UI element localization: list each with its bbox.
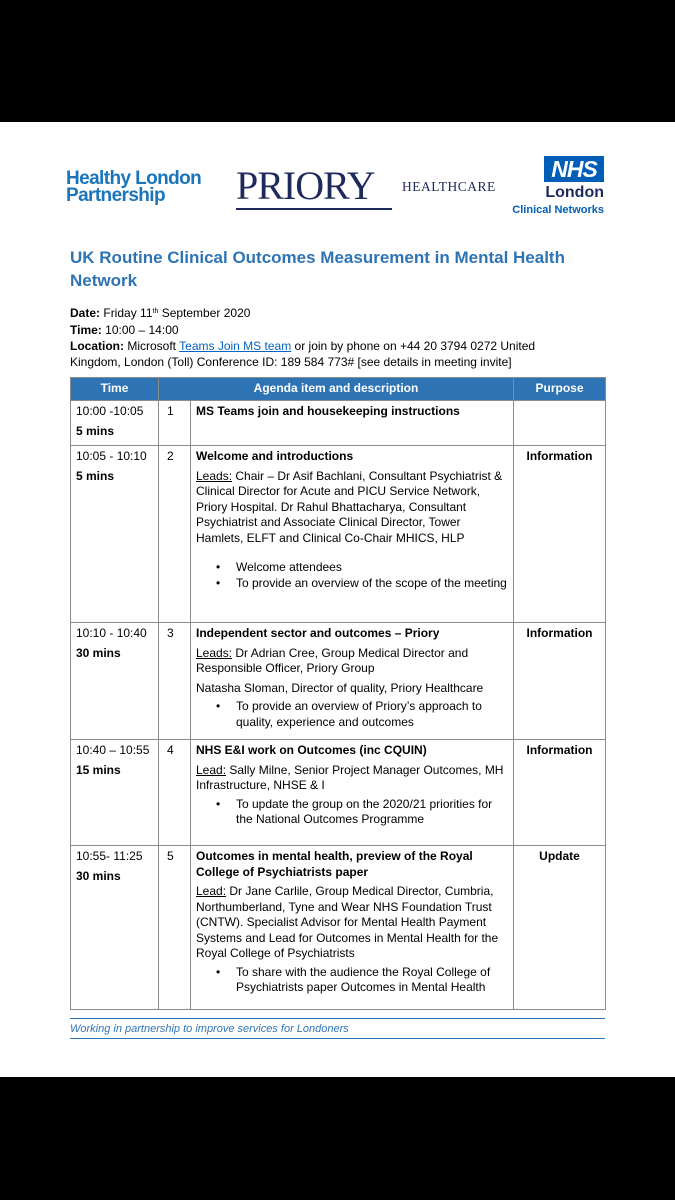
row-description bbox=[191, 446, 514, 623]
date-day: Friday 11 bbox=[103, 306, 153, 320]
lead-label: Lead: bbox=[196, 762, 227, 777]
row-duration: 30 mins bbox=[76, 645, 121, 660]
row-number: 2 bbox=[159, 446, 191, 623]
meeting-time bbox=[70, 322, 179, 338]
row-number: 1 bbox=[159, 401, 191, 446]
row-time-cell bbox=[71, 846, 159, 1010]
lead-label: Leads: bbox=[196, 468, 233, 483]
row-bullets bbox=[196, 699, 508, 730]
row-title: Welcome and introductions bbox=[196, 449, 354, 463]
row-lead bbox=[196, 763, 508, 794]
agenda-row bbox=[71, 401, 606, 446]
agenda-row bbox=[71, 740, 606, 846]
row-time: 10:05 - 10:10 bbox=[76, 449, 147, 463]
lead-text: Chair – Dr Asif Bachlani, Consultant Psychiatrist & Clinical Director for Acute and PICU Service Network, Priory Hospital. Dr Rahul Bhattacharya, Consultant Psychiatrist and Associate Clinical Director, Tower Hamlets, ELFT and Clinical Co-Chair MHICS, HLP bbox=[196, 468, 503, 545]
row-description bbox=[191, 401, 514, 446]
agenda-row bbox=[71, 846, 606, 1010]
bullet-item: • To share with the audience the Royal College of Psychiatrists paper Outcomes in Mental Health bbox=[236, 965, 508, 996]
bullet-item: • To update the group on the 2020/21 priorities for the National Outcomes Programme bbox=[236, 797, 508, 828]
row-title: Independent sector and outcomes – Priory bbox=[196, 626, 440, 640]
row-title: Outcomes in mental health, preview of the Royal College of Psychiatrists paper bbox=[196, 849, 473, 879]
row-time: 10:10 - 10:40 bbox=[76, 626, 147, 640]
priory-logo-underline bbox=[236, 208, 392, 210]
date-month-year: September 2020 bbox=[161, 306, 251, 320]
location-prefix: Microsoft bbox=[127, 339, 177, 353]
row-purpose bbox=[514, 401, 606, 446]
agenda-table bbox=[70, 377, 606, 1010]
header-agenda-item: Agenda item and description bbox=[159, 378, 514, 401]
bullet-item: • Welcome attendees bbox=[236, 560, 508, 576]
bullet-item: • To provide an overview of the scope of the meeting bbox=[236, 576, 508, 592]
row-number: 5 bbox=[159, 846, 191, 1010]
healthy-london-partnership-logo bbox=[66, 170, 201, 204]
priory-logo: PRIORY bbox=[236, 163, 375, 208]
row-title: NHS E&I work on Outcomes (inc CQUIN) bbox=[196, 743, 427, 757]
row-time-cell bbox=[71, 623, 159, 740]
hlp-logo-line2: Partnership bbox=[66, 185, 165, 206]
lead-label: Lead: bbox=[196, 884, 227, 898]
agenda-header-row bbox=[71, 378, 606, 401]
row-purpose: Update bbox=[514, 846, 606, 1010]
document-page bbox=[0, 122, 675, 1077]
footer-divider-bottom bbox=[70, 1038, 605, 1039]
date-label: Date: bbox=[70, 306, 101, 320]
meeting-location-line2: Kingdom, London (Toll) Conference ID: 189 584 773# [see details in meeting invite] bbox=[70, 355, 512, 369]
document-title: UK Routine Clinical Outcomes Measurement in Mental Health Network bbox=[70, 248, 565, 290]
row-number: 4 bbox=[159, 740, 191, 846]
hlp-logo-line1: Healthy London bbox=[66, 168, 202, 189]
row-time: 10:40 – 10:55 bbox=[76, 743, 150, 757]
lead-label: Leads: bbox=[196, 645, 233, 660]
row-time: 10:00 -10:05 bbox=[76, 404, 144, 418]
teams-join-link[interactable]: Teams Join MS team bbox=[179, 339, 292, 353]
row-bullets bbox=[196, 797, 508, 828]
row-lead-extra: Natasha Sloman, Director of quality, Priory Healthcare bbox=[196, 680, 484, 695]
lead-text: Dr Jane Carlile, Group Medical Director, Cumbria, Northumberland, Tyne and Wear NHS Foundation Trust (CNTW). Specialist Advisor for Mental Health Payment Systems and Lead for Outcomes in Mental Health for the Royal College of Psychiatrists bbox=[196, 884, 499, 960]
row-purpose: Information bbox=[514, 740, 606, 846]
meeting-location bbox=[70, 338, 535, 354]
nhs-london-text: London bbox=[545, 184, 604, 201]
row-duration: 5 mins bbox=[76, 468, 115, 483]
row-time-cell bbox=[71, 446, 159, 623]
lead-text: Dr Adrian Cree, Group Medical Director and Responsible Officer, Priory Group bbox=[196, 645, 469, 675]
footer-text: Working in partnership to improve services for Londoners bbox=[70, 1023, 349, 1035]
row-duration: 15 mins bbox=[76, 762, 121, 777]
row-lead bbox=[196, 469, 508, 547]
row-lead bbox=[196, 884, 508, 962]
row-bullets bbox=[196, 560, 508, 591]
lead-text: Sally Milne, Senior Project Manager Outcomes, MH Infrastructure, NHSE & I bbox=[196, 762, 504, 792]
nhs-clinical-networks-text: Clinical Networks bbox=[512, 204, 604, 216]
location-label: Location: bbox=[70, 339, 124, 353]
row-description bbox=[191, 623, 514, 740]
row-time-cell bbox=[71, 401, 159, 446]
time-value: 10:00 – 14:00 bbox=[105, 323, 179, 337]
row-title: MS Teams join and housekeeping instructions bbox=[196, 404, 460, 418]
row-number: 3 bbox=[159, 623, 191, 740]
agenda-row bbox=[71, 446, 606, 623]
agenda-row bbox=[71, 623, 606, 740]
nhs-logo: NHS bbox=[544, 156, 604, 182]
priory-healthcare-text: HEALTHCARE bbox=[402, 179, 496, 194]
meeting-date bbox=[70, 305, 250, 321]
row-lead bbox=[196, 646, 508, 677]
row-purpose: Information bbox=[514, 623, 606, 740]
row-bullets bbox=[196, 965, 508, 996]
time-label: Time: bbox=[70, 323, 102, 337]
location-phone: or join by phone on +44 20 3794 0272 United bbox=[294, 339, 536, 353]
row-time-cell bbox=[71, 740, 159, 846]
footer-divider-top bbox=[70, 1018, 605, 1019]
row-purpose: Information bbox=[514, 446, 606, 623]
header-purpose: Purpose bbox=[514, 378, 606, 401]
row-duration: 5 mins bbox=[76, 423, 115, 438]
row-time: 10:55- 11:25 bbox=[76, 849, 143, 863]
row-description bbox=[191, 846, 514, 1010]
bullet-item: • To provide an overview of Priory’s approach to quality, experience and outcomes bbox=[236, 699, 508, 730]
row-description bbox=[191, 740, 514, 846]
header-time: Time bbox=[71, 378, 159, 401]
date-suffix: th bbox=[152, 308, 159, 315]
row-duration: 30 mins bbox=[76, 868, 121, 883]
